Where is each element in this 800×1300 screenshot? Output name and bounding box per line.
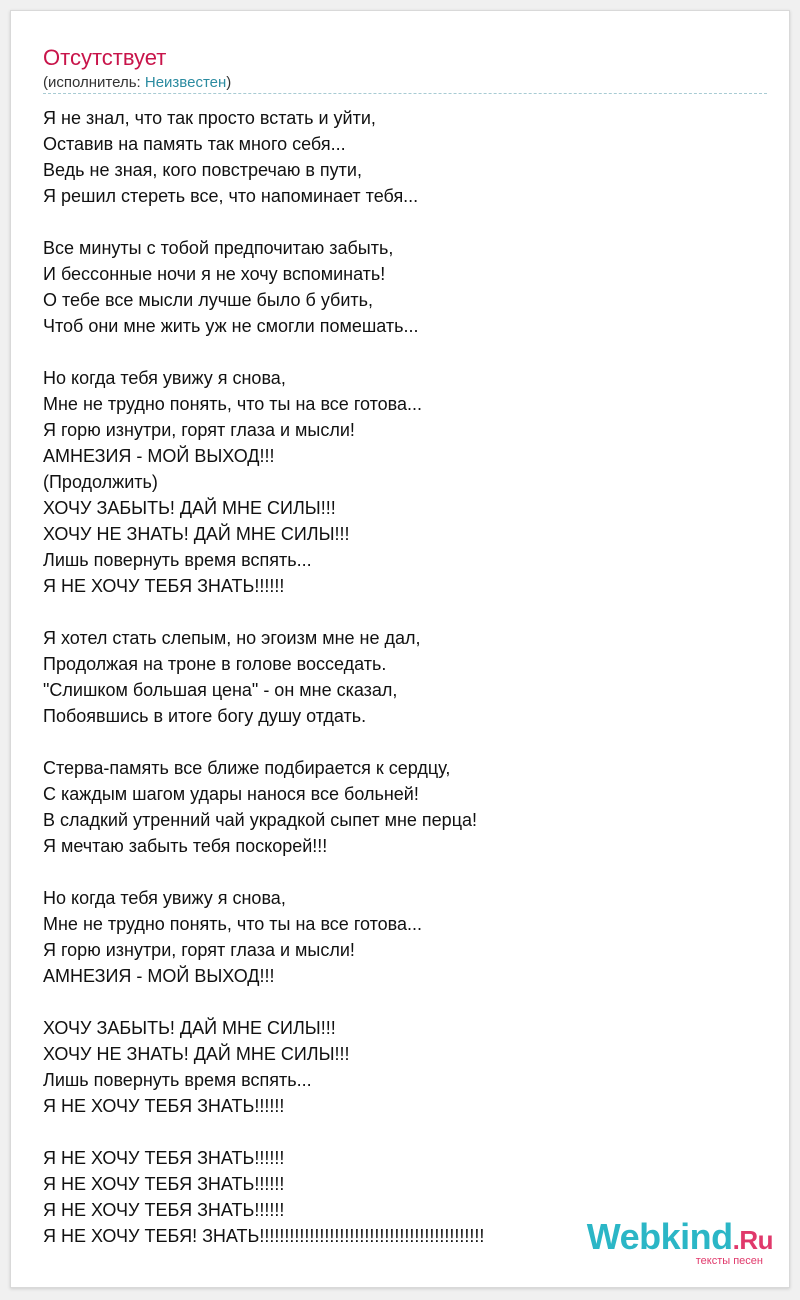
lyric-line: Чтоб они мне жить уж не смогли помешать... — [43, 316, 419, 336]
lyric-line: ХОЧУ ЗАБЫТЬ! ДАЙ МНЕ СИЛЫ!!! — [43, 498, 336, 518]
lyric-line: Мне не трудно понять, что ты на все готова... — [43, 914, 423, 934]
lyric-line: Я НЕ ХОЧУ ТЕБЯ ЗНАТЬ!!!!!! — [43, 1174, 285, 1194]
lyric-line: Побоявшись в итоге богу душу отдать. — [43, 706, 367, 726]
lyric-line: Но когда тебя увижу я снова, — [43, 368, 286, 388]
lyric-line: Я мечтаю забыть тебя поскорей!!! — [43, 836, 328, 856]
header-divider — [43, 93, 767, 94]
lyric-line: Я НЕ ХОЧУ ТЕБЯ ЗНАТЬ!!!!!! — [43, 576, 285, 596]
lyric-line: ХОЧУ НЕ ЗНАТЬ! ДАЙ МНЕ СИЛЫ!!! — [43, 1044, 350, 1064]
song-title: Отсутствует — [43, 45, 167, 70]
lyric-line: Все минуты с тобой предпочитаю забыть, — [43, 238, 394, 258]
lyric-line: Я решил стереть все, что напоминает тебя... — [43, 186, 419, 206]
artist-link[interactable]: Неизвестен — [144, 74, 227, 91]
webkind-logo — [586, 1216, 773, 1267]
lyric-line: В сладкий утренний чай украдкой сыпет мне перца! — [43, 810, 478, 830]
lyric-line: Мне не трудно понять, что ты на все готова... — [43, 394, 423, 414]
lyrics-body — [43, 105, 773, 1275]
lyric-line: (Продолжить) — [43, 472, 158, 492]
lyrics-card — [10, 10, 790, 1288]
lyrics-stanza — [43, 755, 773, 859]
lyric-line: Лишь повернуть время вспять... — [43, 1070, 312, 1090]
lyrics-stanza — [43, 235, 773, 339]
lyric-line: С каждым шагом удары нанося все больней! — [43, 784, 419, 804]
lyric-line: ХОЧУ НЕ ЗНАТЬ! ДАЙ МНЕ СИЛЫ!!! — [43, 524, 350, 544]
artist-prefix: (исполнитель: — [43, 74, 145, 91]
lyric-line: Я горю изнутри, горят глаза и мысли! — [43, 940, 355, 960]
lyrics-stanza — [43, 625, 773, 729]
lyric-line: АМНЕЗИЯ - МОЙ ВЫХОД!!! — [43, 966, 275, 986]
lyric-line: И бессонные ночи я не хочу вспоминать! — [43, 264, 386, 284]
lyric-line: Но когда тебя увижу я снова, — [43, 888, 286, 908]
lyric-line: Оставив на память так много себя... — [43, 134, 346, 154]
lyric-line: О тебе все мысли лучше было б убить, — [43, 290, 374, 310]
lyric-line: Лишь повернуть время вспять... — [43, 550, 312, 570]
logo-tagline: тексты песен — [695, 1255, 763, 1267]
lyric-line: Стерва-память все ближе подбирается к сердцу, — [43, 758, 451, 778]
logo-brand: Webkind — [586, 1216, 733, 1257]
artist-line — [43, 74, 231, 92]
lyric-line: Я хотел стать слепым, но эгоизм мне не дал, — [43, 628, 421, 648]
lyric-line: Я не знал, что так просто встать и уйти, — [43, 108, 376, 128]
lyric-line: Продолжая на троне в голове восседать. — [43, 654, 387, 674]
lyrics-stanza — [43, 885, 773, 989]
logo-tld: .Ru — [732, 1225, 773, 1255]
lyrics-stanza — [43, 1015, 773, 1119]
artist-suffix: ) — [226, 74, 232, 91]
lyric-line: Я НЕ ХОЧУ ТЕБЯ ЗНАТЬ!!!!!! — [43, 1148, 285, 1168]
lyrics-stanza — [43, 365, 773, 599]
lyric-line: Я горю изнутри, горят глаза и мысли! — [43, 420, 355, 440]
lyric-line: Я НЕ ХОЧУ ТЕБЯ ЗНАТЬ!!!!!! — [43, 1200, 285, 1220]
lyric-line: Я НЕ ХОЧУ ТЕБЯ ЗНАТЬ!!!!!! — [43, 1096, 285, 1116]
lyric-line: "Слишком большая цена" - он мне сказал, — [43, 680, 398, 700]
lyric-line: Я НЕ ХОЧУ ТЕБЯ! ЗНАТЬ!!!!!!!!!!!!!!!!!!!!!!!!!!!!!!!!!!!!!!!!!!!!! — [43, 1226, 485, 1246]
lyrics-stanza — [43, 105, 773, 209]
lyric-line: ХОЧУ ЗАБЫТЬ! ДАЙ МНЕ СИЛЫ!!! — [43, 1018, 336, 1038]
lyric-line: Ведь не зная, кого повстречаю в пути, — [43, 160, 362, 180]
lyric-line: АМНЕЗИЯ - МОЙ ВЫХОД!!! — [43, 446, 275, 466]
logo-wordmark — [586, 1216, 773, 1258]
